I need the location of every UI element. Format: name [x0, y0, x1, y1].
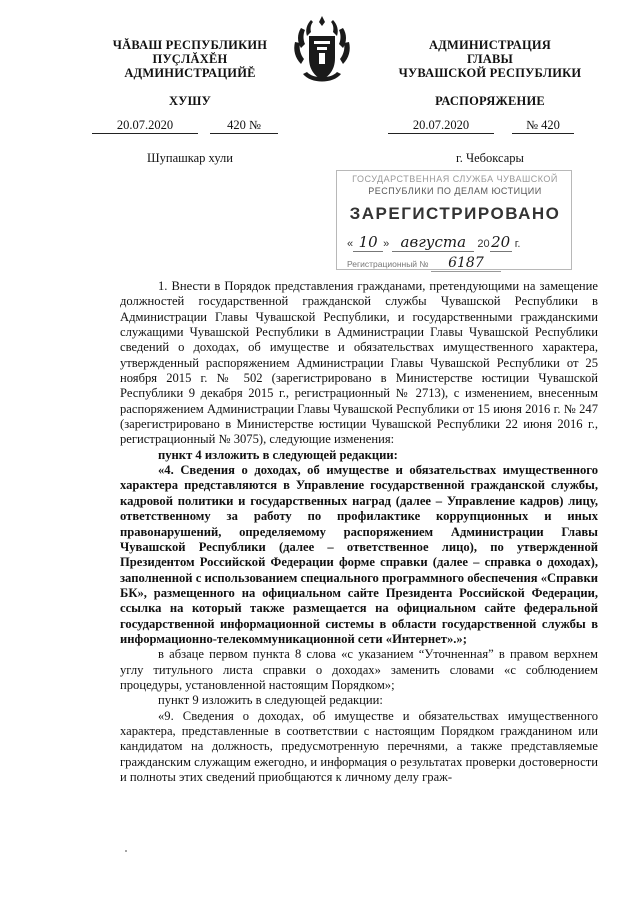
- stamp-reg-number: 6187: [431, 255, 501, 272]
- right-city: г. Чебоксары: [456, 151, 524, 165]
- stamp-line-1: ГОСУДАРСТВЕННАЯ СЛУЖБА ЧУВАШСКОЙ: [352, 174, 558, 184]
- left-header-line-2: ПУÇЛĂХĔН: [152, 52, 228, 66]
- stamp-line-2: РЕСПУБЛИКИ ПО ДЕЛАМ ЮСТИЦИИ: [368, 186, 542, 196]
- paragraph-2: пункт 4 изложить в следующей редакции:: [158, 447, 398, 462]
- paragraph-4: в абзаце первом пункта 8 слова «с указанием “Уточненная” в правом верхнем углу титульного листа справки о доходах» заменить словами «с соблюдением процедуры, установленной настоящим Порядком»;: [120, 647, 598, 692]
- left-date: 20.07.2020: [92, 118, 198, 134]
- stamp-year-unit: г.: [514, 238, 521, 250]
- coat-of-arms-emblem: [289, 14, 355, 88]
- stamp-date-line: [347, 233, 520, 252]
- stamp-year-prefix: 20: [477, 238, 490, 250]
- right-date: 20.07.2020: [388, 118, 494, 134]
- stamp-year-suffix: 20: [491, 233, 511, 251]
- emblem-icon: [289, 14, 355, 88]
- stamp-title: ЗАРЕГИСТРИРОВАНО: [349, 204, 561, 223]
- paragraph-5: пункт 9 изложить в следующей редакции:: [158, 693, 383, 708]
- right-doc-type: РАСПОРЯЖЕНИЕ: [435, 94, 545, 108]
- registration-stamp: [336, 170, 572, 270]
- left-header-line-3: АДМИНИСТРАЦИЙĔ: [124, 66, 256, 80]
- left-doc-type: ХУШУ: [169, 94, 211, 108]
- stamp-reg-label: Регистрационный №: [347, 259, 429, 269]
- stamp-quote-open: «: [347, 238, 354, 250]
- stamp-day: 10: [353, 233, 383, 252]
- document-body: [120, 279, 598, 785]
- right-header: [380, 38, 600, 80]
- left-number: 420 №: [210, 118, 278, 134]
- paragraph-6: «9. Сведения о доходах, об имуществе и обязательствах имущественного характера, представленные в соответствии с настоящим Порядком гражданином или кандидатом на должность, предусмотренную перечнями, а также представляемые гражданским служащим ежегодно, и информация о результатах проверки достоверности и полноты этих сведений приобщаются к личному делу граж-: [120, 708, 598, 784]
- right-header-line-1: АДМИНИСТРАЦИЯ: [428, 38, 552, 52]
- paragraph-1: 1. Внести в Порядок представления гражданами, претендующими на замещение должностей государственной гражданской службы Чувашской Республики в Администрации Главы Чувашской Республики, и государственными гражданскими служащими Чувашской Республики в Администрации Главы Чувашской Республики сведений о доходах, об имуществе и обязательствах имущественного характера, утвержденный распоряжением Администрации Главы Чувашской Республики от 25 ноября 2015 г. № 502 (зарегистрировано в Министерстве юстиции Чувашской Республики 9 декабря 2015 г., регистрационный № 2713), с изменением, внесенным распоряжением Администрации Главы Чувашской Республики от 15 июня 2016 г. № 247 (зарегистрировано в Министерстве юстиции Чувашской Республики 22 июня 2016 г., регистрационный № 3075), следующие изменения:: [120, 279, 598, 447]
- right-header-line-3: ЧУВАШСКОЙ РЕСПУБЛИКИ: [398, 66, 582, 80]
- left-city: Шупашкар хули: [147, 151, 233, 165]
- stamp-reg-line: [347, 255, 501, 272]
- right-number: № 420: [512, 118, 574, 134]
- stamp-quote-close: »: [383, 238, 390, 250]
- paragraph-3: «4. Сведения о доходах, об имуществе и обязательствах имущественного характера представляются в Управление государственной гражданской службы, кадровой политики и государственных наград (далее – Управление кадров) лицу, ответственному за работу по профилактике коррупционных и иных правонарушений, определяемому распоряжением Администрации Главы Чувашской Республики (далее – ответственное лицо), по утвержденной Президентом Российской Федерации форме справки (далее – справка о доходах), заполненной с использованием специального программного обеспечения «Справки БК», размещенного на официальном сайте Президента Российской Федерации, ссылка на который также размещается на официальном сайте федеральной государственной информационной системы в области государственной службы в информационно-телекоммуникационной сети «Интернет».»;: [120, 463, 598, 646]
- right-header-line-2: ГЛАВЫ: [466, 52, 514, 66]
- left-header: [90, 38, 290, 80]
- stamp-month: августа: [392, 233, 474, 252]
- scan-speck: [125, 850, 127, 852]
- left-header-line-1: ЧĂВАШ РЕСПУБЛИКИН: [112, 38, 268, 52]
